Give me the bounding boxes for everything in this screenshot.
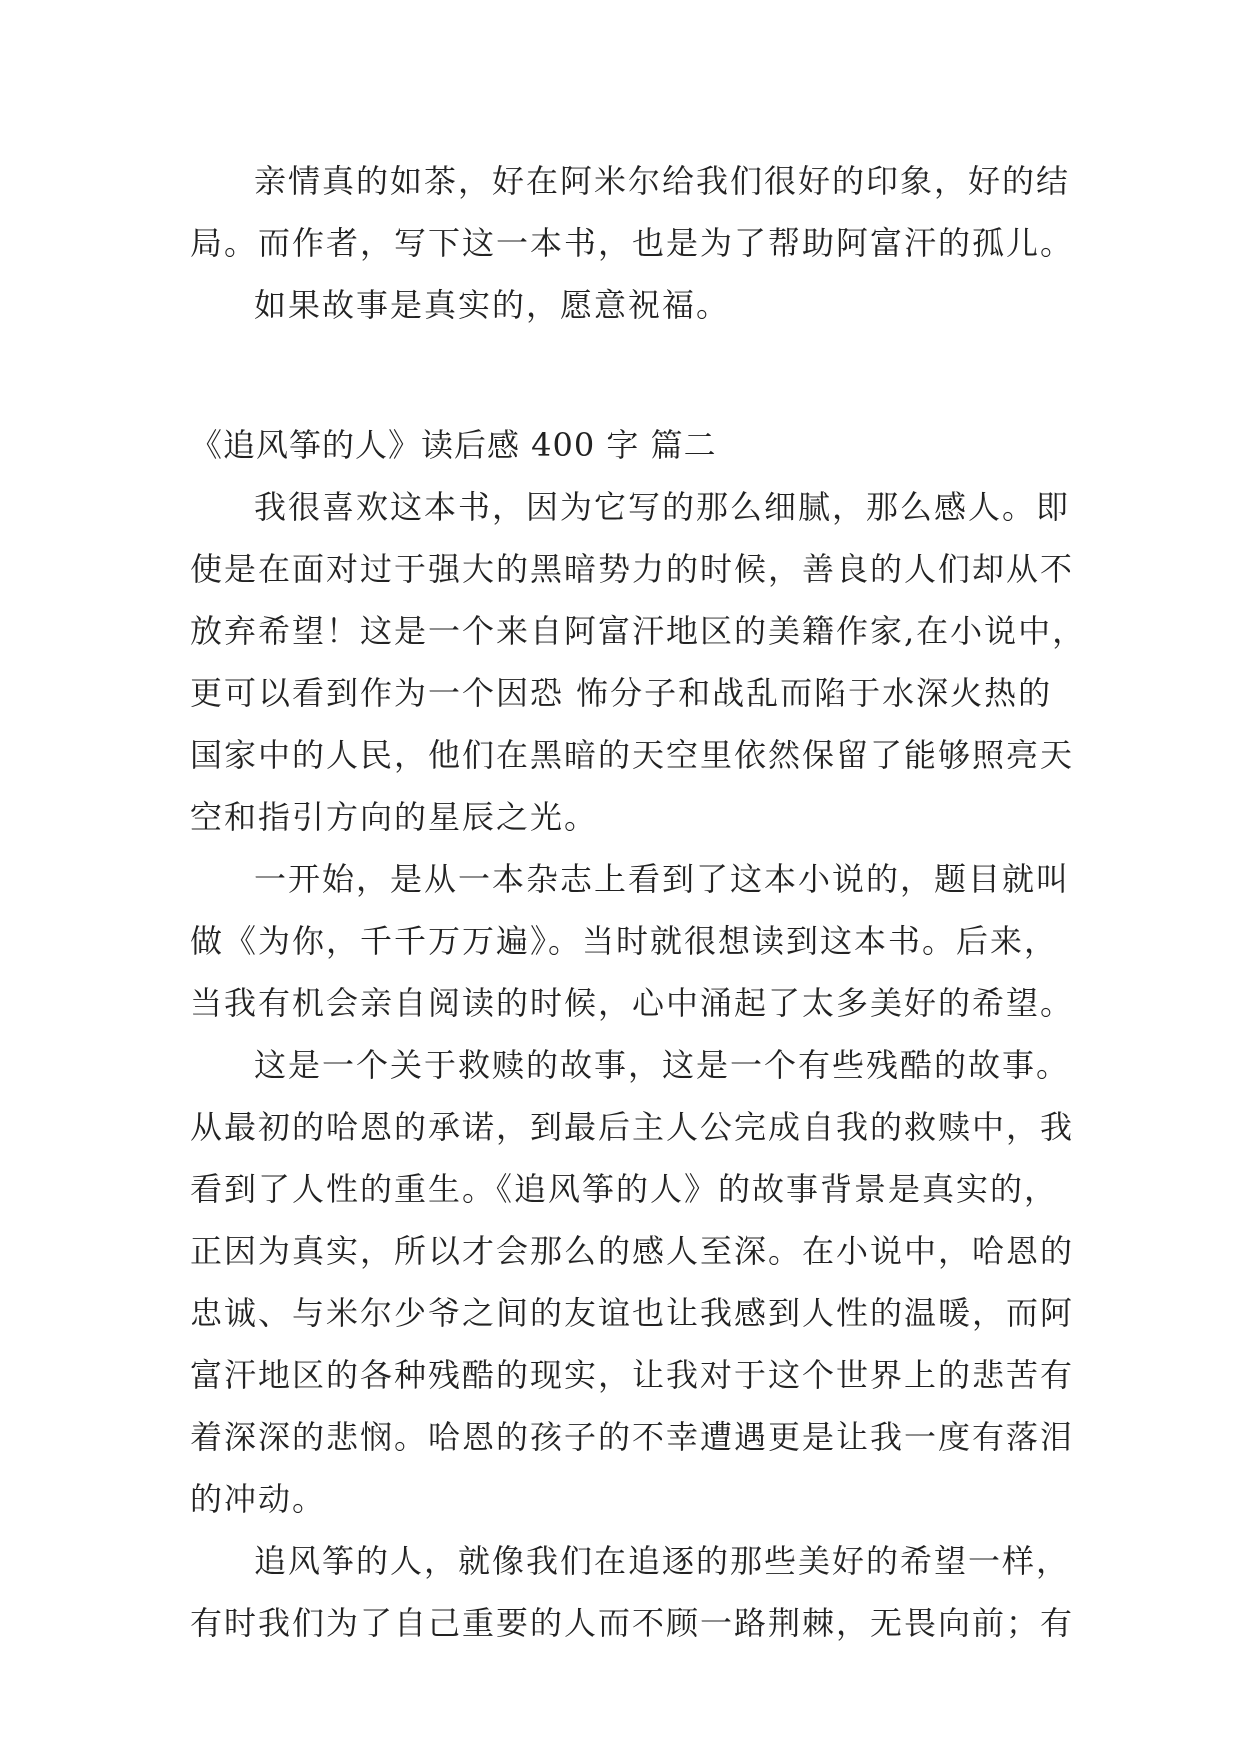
paragraph-line: 这是一个关于救赎的故事，这是一个有些残酷的故事。 (254, 1046, 1071, 1084)
paragraph-line: 放弃希望！这是一个来自阿富汗地区的美籍作家,在小说中， (190, 612, 1087, 650)
paragraph-line: 亲情真的如茶，好在阿米尔给我们很好的印象，好的结 (254, 162, 1071, 200)
paragraph (190, 476, 1087, 848)
paragraph-line: 着深深的悲悯。哈恩的孩子的不幸遭遇更是让我一度有落泪 (190, 1418, 1075, 1456)
paragraph-line: 国家中的人民，他们在黑暗的天空里依然保留了能够照亮天 (190, 736, 1075, 774)
paragraph (190, 1034, 1075, 1530)
paragraph-line: 做《为你，千千万万遍》。当时就很想读到这本书。后来， (190, 922, 1059, 960)
paragraph (190, 1530, 1075, 1654)
paragraph-line: 的冲动。 (190, 1480, 327, 1518)
paragraph-line: 我很喜欢这本书，因为它写的那么细腻，那么感人。即 (254, 488, 1071, 526)
section-heading: 《追风筝的人》读后感 400 字 篇二 (190, 426, 717, 464)
paragraph-line: 从最初的哈恩的承诺，到最后主人公完成自我的救赎中，我 (190, 1108, 1075, 1146)
paragraph-line: 一开始，是从一本杂志上看到了这本小说的，题目就叫 (254, 860, 1071, 898)
paragraph-line: 空和指引方向的星辰之光。 (190, 798, 599, 836)
document-page (190, 150, 1087, 1654)
paragraph-line: 富汗地区的各种残酷的现实，让我对于这个世界上的悲苦有 (190, 1356, 1075, 1394)
paragraph-line: 当我有机会亲自阅读的时候，心中涌起了太多美好的希望。 (190, 984, 1075, 1022)
paragraph-line: 看到了人性的重生。《追风筝的人》的故事背景是真实的， (190, 1170, 1059, 1208)
paragraph (190, 274, 1070, 336)
paragraph-line: 更可以看到作为一个因恐 怖分子和战乱而陷于水深火热的 (190, 674, 1053, 712)
paragraph-line: 使是在面对过于强大的黑暗势力的时候，善良的人们却从不 (190, 550, 1075, 588)
paragraph-line: 有时我们为了自己重要的人而不顾一路荆棘，无畏向前；有 (190, 1604, 1075, 1642)
paragraph (190, 150, 1075, 274)
paragraph-line: 追风筝的人，就像我们在追逐的那些美好的希望一样， (254, 1542, 1071, 1580)
section-spacer (190, 336, 1070, 414)
paragraph-line: 如果故事是真实的，愿意祝福。 (254, 286, 731, 324)
paragraph (190, 848, 1075, 1034)
paragraph-line: 忠诚、与米尔少爷之间的友谊也让我感到人性的温暖，而阿 (190, 1294, 1075, 1332)
paragraph-line: 局。而作者，写下这一本书，也是为了帮助阿富汗的孤儿。 (190, 224, 1075, 262)
paragraph-line: 正因为真实，所以才会那么的感人至深。在小说中，哈恩的 (190, 1232, 1075, 1270)
